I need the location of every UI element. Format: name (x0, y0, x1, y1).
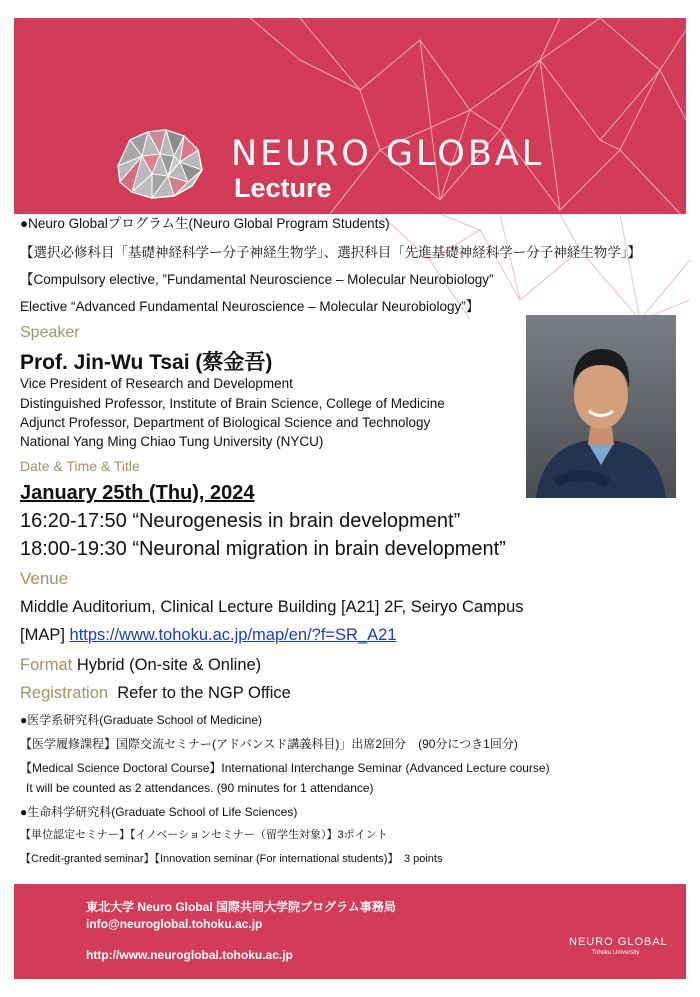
registration-line (20, 684, 291, 703)
speaker-name: Prof. Jin-Wu Tsai (蔡金吾) (20, 351, 273, 374)
speaker-affiliation: National Yang Ming Chiao Tung University (NYCU) (20, 434, 324, 449)
intro-line-4: Elective “Advanced Fundamental Neuroscience – Molecular Neurobiology”】 (20, 299, 480, 314)
map-link[interactable]: https://www.tohoku.ac.jp/map/en/?f=SR_A21 (69, 626, 397, 644)
brand-logo: NEURO GLOBAL (231, 134, 545, 174)
format-value: Hybrid (On-site & Online) (76, 656, 262, 674)
footer-logo: NEURO GLOBAL (569, 936, 668, 948)
footer-logo-sub: Tohoku University (592, 950, 640, 956)
venue-label: Venue (20, 569, 69, 588)
footer-office: 東北大学 Neuro Global 国際共同大学院プログラム事務局 (86, 900, 396, 914)
speaker-affiliation: Adjunct Professor, Department of Biological Science and Technology (20, 415, 431, 430)
intro-line-3: 【Compulsory elective, ”Fundamental Neuroscience – Molecular Neurobiology” (20, 272, 494, 287)
life-en: 【Credit-granted seminar】【Innovation seminar (For international students)】 3 points (20, 853, 443, 865)
med-title: ●医学系研究科(Graduate School of Medicine) (20, 713, 262, 727)
footer-url[interactable]: http://www.neuroglobal.tohoku.ac.jp (86, 948, 293, 962)
map-prefix: [MAP] (20, 626, 65, 644)
venue-map-line (20, 626, 397, 645)
brain-logo-icon (108, 126, 208, 202)
footer-email[interactable]: info@neuroglobal.tohoku.ac.jp (86, 917, 263, 931)
format-label: Format (20, 656, 73, 674)
life-jp: 【単位認定セミナー】【イノベーションセミナー（留学生対象）】3ポイント (20, 829, 388, 841)
intro-line-2: 【選択必修科目「基礎神経科学ー分子神経生物学」、選択科目「先進基礎神経科学ー分子神経生物学」】 (20, 245, 641, 260)
speaker-affiliation: Vice President of Research and Development (20, 376, 293, 391)
med-en: 【Medical Science Doctoral Course】International Interchange Seminar (Advanced Lecture course) (20, 761, 550, 775)
med-en-2: It will be counted as 2 attendances. (90 minutes for 1 attendance) (26, 781, 374, 795)
header-banner (14, 18, 686, 214)
venue-place: Middle Auditorium, Clinical Lecture Building [A21] 2F, Seiryo Campus (20, 598, 524, 616)
footer-banner (14, 884, 686, 979)
speaker-affiliation: Distinguished Professor, Institute of Brain Science, College of Medicine (20, 396, 445, 411)
format-line (20, 656, 261, 675)
registration-value: Refer to the NGP Office (117, 684, 291, 702)
registration-label: Registration (20, 684, 109, 702)
intro-line-1: ●Neuro Globalプログラム生(Neuro Global Program Students) (20, 216, 390, 231)
speaker-label: Speaker (20, 324, 80, 341)
talk-1: 16:20-17:50 “Neurogenesis in brain development” (20, 510, 461, 532)
lecture-title: Lecture (234, 173, 332, 203)
speaker-photo (526, 315, 676, 498)
schedule-label: Date & Time & Title (20, 458, 140, 474)
life-title: ●生命科学研究科(Graduate School of Life Sciences) (20, 805, 298, 819)
event-date: January 25th (Thu), 2024 (20, 482, 255, 504)
med-jp: 【医学履修課程】国際交流セミナー(アドバンスド講義科目)」出席2回分 (90分につき1回分) (20, 737, 518, 751)
talk-2: 18:00-19:30 “Neuronal migration in brain development” (20, 538, 506, 560)
